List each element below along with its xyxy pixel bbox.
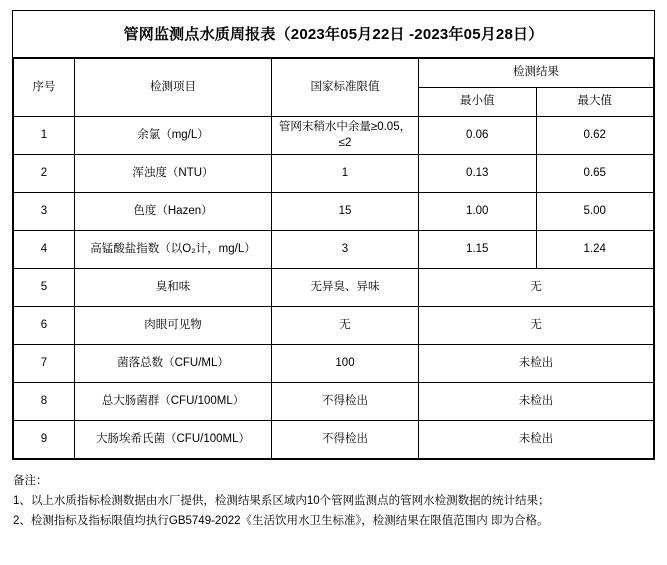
table-row	[14, 231, 654, 269]
cell-item: 大肠埃希氏菌（CFU/100ML）	[75, 421, 272, 459]
header-standard: 国家标准限值	[272, 59, 419, 117]
cell-seq: 8	[14, 383, 75, 421]
cell-max: 0.62	[536, 117, 654, 155]
header-item: 检测项目	[75, 59, 272, 117]
cell-standard: 管网末稍水中余量≥0.05，≤2	[272, 117, 419, 155]
cell-item: 高锰酸盐指数（以O₂计，mg/L）	[75, 231, 272, 269]
cell-item: 总大肠菌群（CFU/100ML）	[75, 383, 272, 421]
water-quality-table	[13, 58, 654, 459]
cell-max: 5.00	[536, 193, 654, 231]
header-result-group: 检测结果	[419, 59, 654, 88]
cell-standard: 无异臭、异味	[272, 269, 419, 307]
header-seq: 序号	[14, 59, 75, 117]
cell-seq: 3	[14, 193, 75, 231]
cell-max: 1.24	[536, 231, 654, 269]
cell-result: 无	[419, 269, 654, 307]
cell-seq: 5	[14, 269, 75, 307]
table-row	[14, 345, 654, 383]
cell-result: 无	[419, 307, 654, 345]
report-title-row	[13, 11, 654, 58]
header-max: 最大值	[536, 88, 654, 117]
cell-item: 菌落总数（CFU/ML）	[75, 345, 272, 383]
cell-item: 余氯（mg/L）	[75, 117, 272, 155]
cell-min: 0.06	[419, 117, 537, 155]
cell-result: 未检出	[419, 383, 654, 421]
table-row	[14, 421, 654, 459]
cell-max: 0.65	[536, 155, 654, 193]
cell-standard: 100	[272, 345, 419, 383]
header-min: 最小值	[419, 88, 537, 117]
notes-section	[12, 471, 655, 531]
notes-line-1: 1、以上水质指标检测数据由水厂提供，检测结果系区域内10个管网监测点的管网水检测数据的统计结果；	[13, 495, 550, 508]
table-row	[14, 193, 654, 231]
cell-item: 肉眼可见物	[75, 307, 272, 345]
cell-standard: 3	[272, 231, 419, 269]
cell-seq: 9	[14, 421, 75, 459]
notes-label: 备注：	[13, 475, 48, 487]
cell-standard: 1	[272, 155, 419, 193]
page-title: 管网监测点水质周报表（2023年05月22日 -2023年05月28日）	[123, 26, 544, 43]
cell-item: 浑浊度（NTU）	[75, 155, 272, 193]
cell-seq: 1	[14, 117, 75, 155]
cell-item: 臭和味	[75, 269, 272, 307]
cell-item: 色度（Hazen）	[75, 193, 272, 231]
cell-standard: 无	[272, 307, 419, 345]
cell-standard: 不得检出	[272, 421, 419, 459]
table-row	[14, 269, 654, 307]
report-frame	[12, 10, 655, 460]
notes-line-2: 2、检测指标及指标限值均执行GB5749-2022《生活饮用水卫生标准》，检测结果在限值范围内 即为合格。	[13, 515, 549, 528]
table-row	[14, 307, 654, 345]
cell-seq: 6	[14, 307, 75, 345]
cell-result: 未检出	[419, 421, 654, 459]
cell-seq: 7	[14, 345, 75, 383]
cell-result: 未检出	[419, 345, 654, 383]
cell-standard: 15	[272, 193, 419, 231]
cell-seq: 2	[14, 155, 75, 193]
cell-min: 1.00	[419, 193, 537, 231]
cell-min: 0.13	[419, 155, 537, 193]
table-header-row-1	[14, 59, 654, 88]
cell-standard: 不得检出	[272, 383, 419, 421]
table-row	[14, 155, 654, 193]
table-row	[14, 383, 654, 421]
cell-min: 1.15	[419, 231, 537, 269]
cell-seq: 4	[14, 231, 75, 269]
table-row	[14, 117, 654, 155]
